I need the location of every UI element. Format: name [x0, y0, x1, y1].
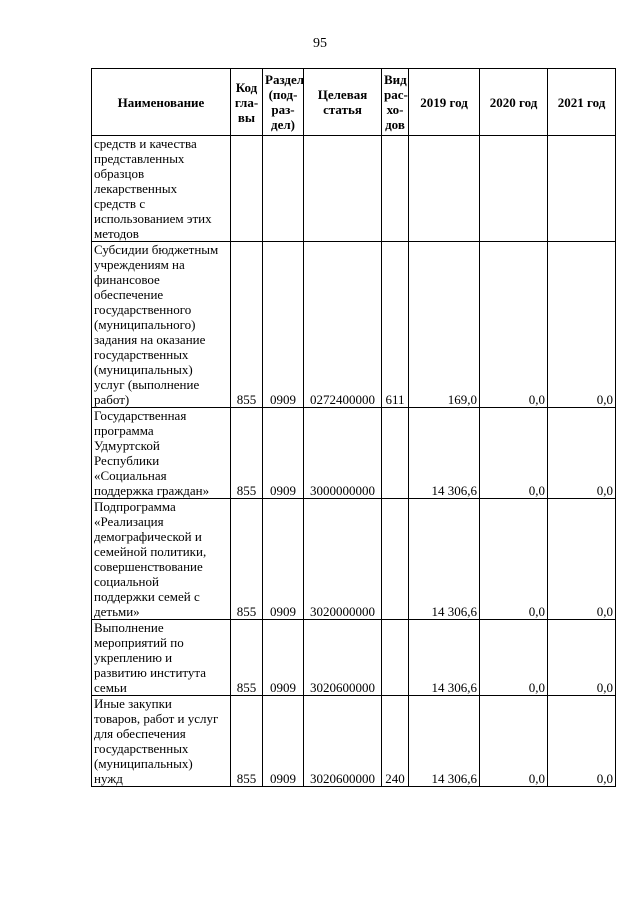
row-target: 3020000000 — [304, 499, 382, 620]
row-code: 855 — [231, 408, 263, 499]
row-type — [382, 620, 409, 696]
table-row — [92, 242, 616, 408]
header-2021: 2021 год — [548, 69, 616, 136]
row-name: Выполнение мероприятий по укреплению и развитию института семьи — [92, 620, 231, 696]
row-type — [382, 499, 409, 620]
table-row — [92, 696, 616, 787]
row-section — [263, 136, 304, 242]
row-target: 3000000000 — [304, 408, 382, 499]
row-2020: 0,0 — [480, 408, 548, 499]
row-2019 — [409, 136, 480, 242]
row-code — [231, 136, 263, 242]
table-row — [92, 136, 616, 242]
row-target: 3020600000 — [304, 620, 382, 696]
row-section: 0909 — [263, 620, 304, 696]
row-section: 0909 — [263, 696, 304, 787]
row-2019: 169,0 — [409, 242, 480, 408]
budget-table — [91, 68, 616, 787]
row-2021 — [548, 136, 616, 242]
header-2020: 2020 год — [480, 69, 548, 136]
row-2021: 0,0 — [548, 242, 616, 408]
row-2020: 0,0 — [480, 620, 548, 696]
row-target: 3020600000 — [304, 696, 382, 787]
row-target: 0272400000 — [304, 242, 382, 408]
header-target: Целевая статья — [304, 69, 382, 136]
row-name: Подпрограмма «Реализация демографической и семейной политики, совершенствование социальной поддержки семей с детьми» — [92, 499, 231, 620]
row-type: 611 — [382, 242, 409, 408]
row-2021: 0,0 — [548, 620, 616, 696]
table-row — [92, 499, 616, 620]
header-row — [92, 69, 616, 136]
row-type: 240 — [382, 696, 409, 787]
row-2021: 0,0 — [548, 408, 616, 499]
header-type: Вид рас-хо-дов — [382, 69, 409, 136]
row-2020: 0,0 — [480, 499, 548, 620]
row-2021: 0,0 — [548, 499, 616, 620]
row-2019: 14 306,6 — [409, 620, 480, 696]
row-section: 0909 — [263, 242, 304, 408]
row-code: 855 — [231, 499, 263, 620]
row-2019: 14 306,6 — [409, 408, 480, 499]
row-code: 855 — [231, 242, 263, 408]
page-number: 95 — [313, 36, 327, 51]
header-code: Код гла-вы — [231, 69, 263, 136]
row-code: 855 — [231, 620, 263, 696]
table-row — [92, 620, 616, 696]
header-2019: 2019 год — [409, 69, 480, 136]
row-target — [304, 136, 382, 242]
row-2019: 14 306,6 — [409, 696, 480, 787]
row-name: Иные закупки товаров, работ и услуг для обеспечения государственных (муниципальных) нужд — [92, 696, 231, 787]
row-name: Субсидии бюджетным учреждениям на финансовое обеспечение государственного (муниципального) задания на оказание государственных (муниципальных) услуг (выполнение работ) — [92, 242, 231, 408]
header-section: Раздел (под-раз-дел) — [263, 69, 304, 136]
row-2021: 0,0 — [548, 696, 616, 787]
row-name: средств и качества представленных образцов лекарственных средств с использованием этих методов — [92, 136, 231, 242]
row-section: 0909 — [263, 408, 304, 499]
row-type — [382, 136, 409, 242]
row-2020: 0,0 — [480, 696, 548, 787]
row-2020: 0,0 — [480, 242, 548, 408]
row-type — [382, 408, 409, 499]
row-2020 — [480, 136, 548, 242]
row-name: Государственная программа Удмуртской Республики «Социальная поддержка граждан» — [92, 408, 231, 499]
row-code: 855 — [231, 696, 263, 787]
row-section: 0909 — [263, 499, 304, 620]
header-name: Наименование — [92, 69, 231, 136]
table-row — [92, 408, 616, 499]
row-2019: 14 306,6 — [409, 499, 480, 620]
